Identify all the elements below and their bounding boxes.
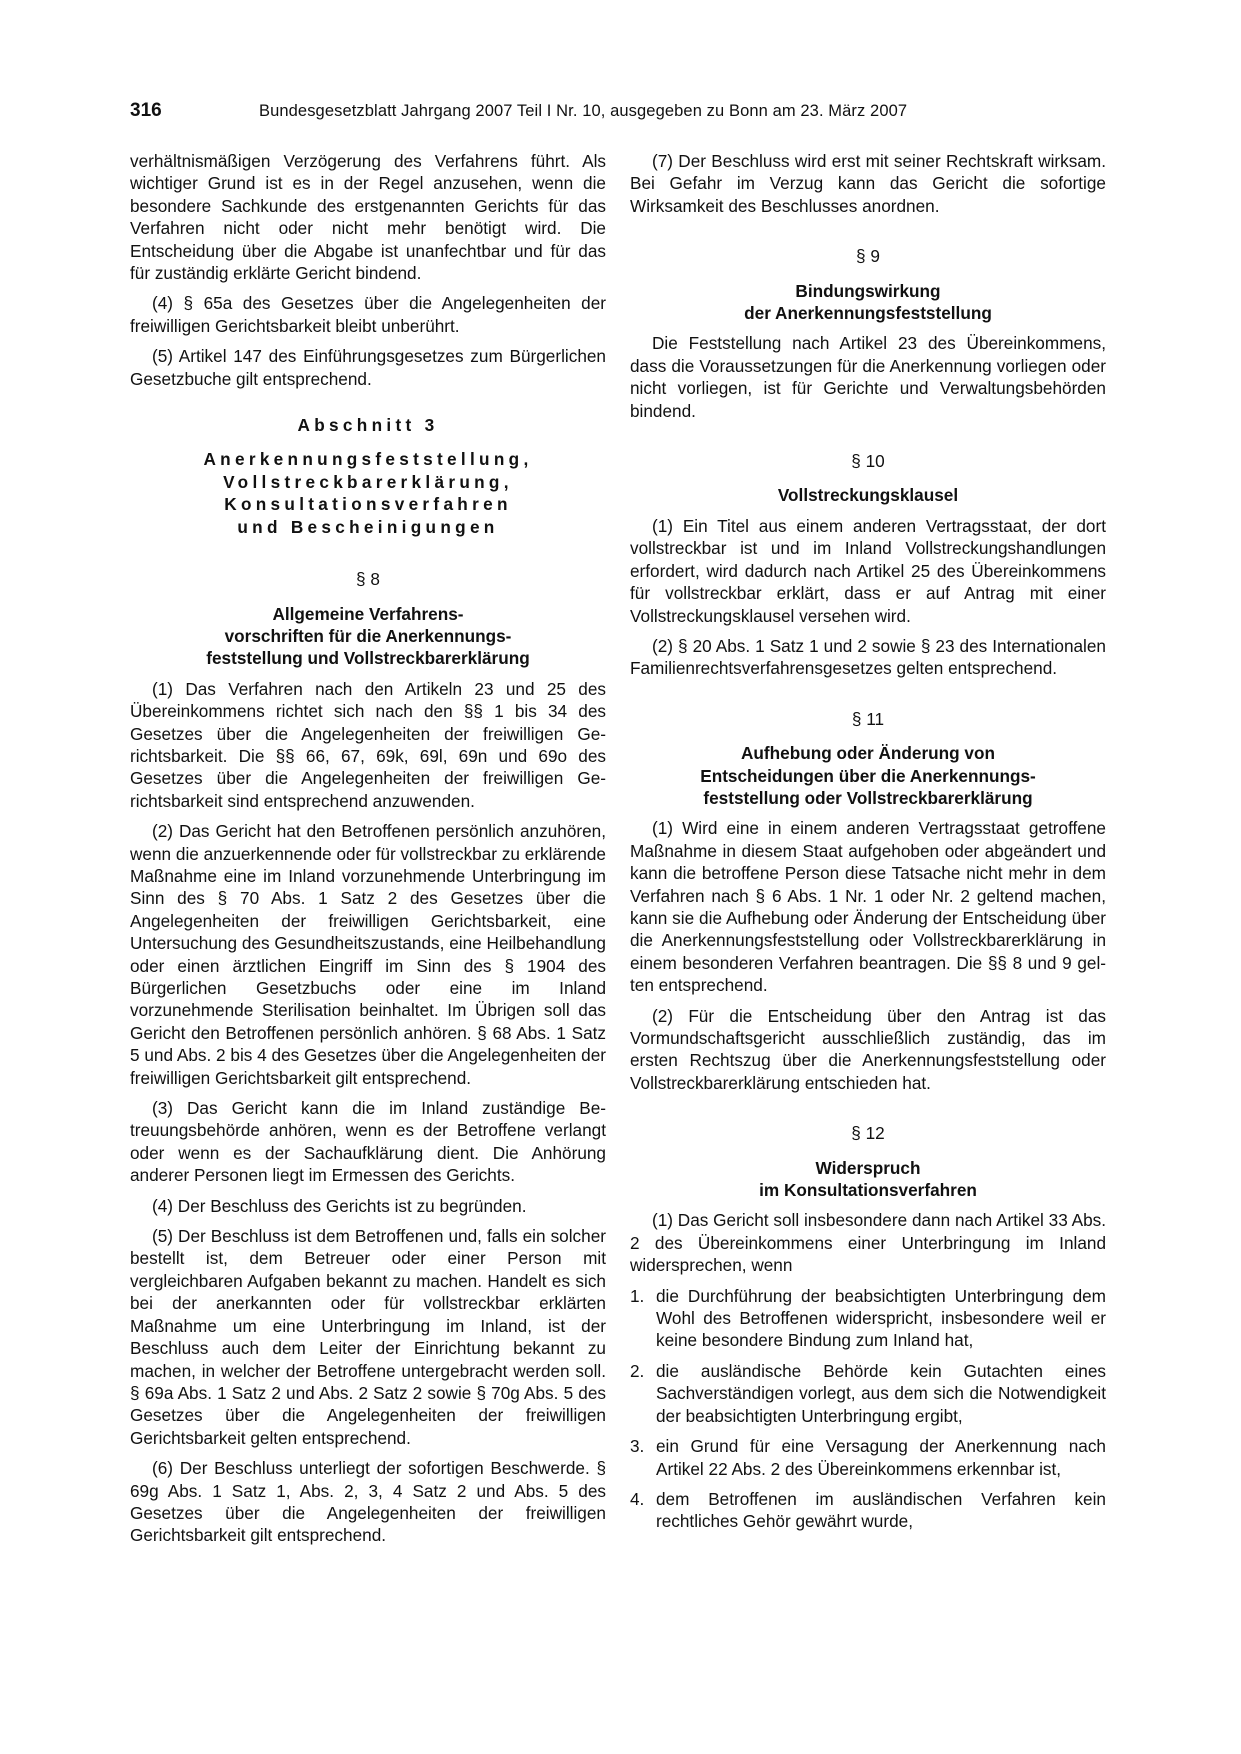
list-number: 1.: [630, 1285, 645, 1306]
title-line: feststellung oder Vollstreckbarerklärung: [703, 787, 1033, 808]
paragraph-11-2: (2) Für die Entscheidung über den Antrag ist das Vormundschaftsgericht ausschließlich zuständig, das im ersten Rechtszug über die Anerkennungsfeststellung oder Vollstreckbarerklärung entschieden hat.: [630, 1005, 1106, 1093]
title-line: Widerspruch: [815, 1157, 921, 1178]
list-text: die ausländische Behörde kein Gutachten eines Sachverständigen vorlegt, aus dem sich die Notwendigkeit der beabsichtigten Unterbringung ergibt,: [656, 1360, 1106, 1426]
title-line: feststellung und Vollstreckbarerklärung: [206, 648, 530, 669]
paragraph-number-9: § 9: [856, 246, 880, 267]
paragraph-11-1: (1) Wird eine in einem anderen Vertragsstaat getroffene Maßnahme in diesem Staat aufgehoben oder abgeändert und kann die betroffene Person diese Tatsache nicht mehr in dem Verfahren nach § 6 Abs. 1 Nr. 1 oder Nr. 2 geltend machen, kann sie die Aufhebung oder Änderung der Entscheidung über die Anerkennungsfeststellung oder Vollstreckbarerklärung in einem besonderen Verfahren beantragen. Die §§ 8 und 9 gelten entsprechend.: [630, 818, 1106, 996]
list-item: [630, 1488, 1106, 1533]
list-text: die Durchführung der beabsichtigten Unterbringung dem Wohl des Betroffenen widerspricht, insbesondere weil er keine besondere Bindung zum Inland hat,: [656, 1285, 1106, 1351]
paragraph-title-12: [630, 1157, 1106, 1202]
left-column: [130, 150, 606, 1555]
paragraph-title-11: [630, 742, 1106, 809]
title-line: der Anerkennungsfeststellung: [744, 303, 992, 324]
paragraph-number-12: § 12: [851, 1123, 885, 1144]
title-line: Bindungswirkung: [795, 280, 941, 301]
list-number: 3.: [630, 1436, 645, 1457]
title-line: Aufhebung oder Änderung von: [741, 743, 995, 764]
paragraph-10-2: (2) § 20 Abs. 1 Satz 1 und 2 sowie § 23 des Internationalen Familienrechtsverfahrensgesetzes gelten entsprechend.: [630, 635, 1106, 679]
paragraph-7-4: (4) § 65a des Gesetzes über die Angelegenheiten der freiwilligen Gerichtsbarkeit bleibt unberührt.: [130, 293, 606, 336]
title-line: Vollstreckungsklausel: [777, 485, 959, 506]
paragraph-8-7: (7) Der Beschluss wird erst mit seiner Rechtskraft wirksam. Bei Gefahr im Verzug kann das Gericht die sofortige Wirksamkeit des Beschlusses anordnen.: [630, 151, 1106, 216]
section-heading: Abschnitt 3: [297, 415, 439, 436]
paragraph-8-5: (5) Der Beschluss ist dem Betroffenen und, falls ein solcher bestellt ist, dem Betreuer oder einer Person mit vergleichbaren Aufgaben bekannt zu machen. Handelt es sich bei der anerkannten oder für vollstreckbar erklärten Maßnahme um eine Unterbringung im Inland, ist der Beschluss auch dem Leiter der Einrichtung bekannt zu machen, in welcher der Betroffene untergebracht werden soll. § 69a Abs. 1 Satz 2 und Abs. 2 Satz 2 sowie § 70g Abs. 5 des Gesetzes über die Angelegenheiten der freiwilligen Gerichtsbarkeit gelten entsprechend.: [130, 1226, 606, 1448]
section-title-line: und Bescheinigungen: [237, 516, 499, 537]
paragraph-number-11: § 11: [851, 708, 885, 729]
list-number: 4.: [630, 1488, 645, 1509]
paragraph-number-10: § 10: [851, 451, 885, 472]
right-column: [630, 150, 1106, 1541]
section-title-line: Anerkennungsfeststellung,: [203, 449, 533, 470]
paragraph-7-5: (5) Artikel 147 des Einführungsgesetzes zum Bürgerlichen Gesetzbuche gilt entsprechend.: [130, 346, 606, 389]
page-header: [130, 100, 1110, 124]
list-item: [630, 1435, 1106, 1480]
list-item: [630, 1285, 1106, 1352]
paragraph-9-1: Die Feststellung nach Artikel 23 des Übereinkommens, dass die Voraussetzungen für die Anerkennung vorliegen oder nicht vorliegen, ist für Gerichte und Verwaltungsbehörden bindend.: [630, 333, 1106, 421]
list-item: [630, 1360, 1106, 1427]
list-text: ein Grund für eine Versagung der Anerkennung nach Artikel 22 Abs. 2 des Übereinkommens erkennbar ist,: [656, 1436, 1106, 1479]
paragraph-8-6: (6) Der Beschluss unterliegt der sofortigen Beschwerde. § 69g Abs. 1 Satz 1, Abs. 2, 3, 4 Satz 2 und Abs. 5 des Gesetzes über die Angelegenheiten der freiwilligen Gerichtsbarkeit gilt entsprechend.: [130, 1458, 606, 1546]
condition-list: [630, 1285, 1106, 1533]
paragraph-title-10: [630, 484, 1106, 506]
title-line: Entscheidungen über die Anerkennungs-: [700, 765, 1036, 786]
paragraph-8-1: (1) Das Verfahren nach den Artikeln 23 und 25 des Übereinkommens richtet sich nach den §§ 1 bis 34 des Gesetzes über die Angelegenheiten der freiwilligen Gerichtsbarkeit. Die §§ 66, 67, 69k, 69l, 69n und 69o des Gesetzes über die Angelegenheiten der freiwilligen Gerichtsbarkeit sind entsprechend anzuwenden.: [130, 678, 606, 811]
paragraph-8-4: (4) Der Beschluss des Gerichts ist zu begründen.: [152, 1195, 527, 1216]
title-line: Allgemeine Verfahrens-: [272, 603, 464, 624]
section-title-line: Vollstreckbarerklärung,: [223, 471, 513, 492]
title-line: im Konsultationsverfahren: [759, 1180, 977, 1201]
list-text: dem Betroffenen im ausländischen Verfahren kein rechtliches Gehör gewährt wurde,: [656, 1488, 1106, 1532]
paragraph-12-1: (1) Das Gericht soll insbesondere dann nach Artikel 33 Abs. 2 des Übereinkommens einer Unterbringung im Inland widersprechen, wenn: [630, 1210, 1106, 1276]
paragraph-8-2: (2) Das Gericht hat den Betroffenen persönlich anzuhören, wenn die anzuerkennende oder für vollstreckbar zu erklärende Maßnahme eine im Inland vorzunehmende Unterbringung im Sinn des § 70 Abs. 1 Satz 2 des Gesetzes über die Angelegenheiten der freiwilligen Gerichtsbarkeit, eine Untersuchung des Gesundheitszustands, eine Heilbehandlung oder einen ärztlichen Eingriff im Sinn des § 1904 des Bürgerlichen Gesetzbuchs oder eine im Inland vorzunehmende Sterilisation beinhaltet. Im Übrigen soll das Gericht den Betroffenen persönlich anhören. § 68 Abs. 1 Satz 5 und Abs. 2 bis 4 des Gesetzes über die Angelegenheiten der freiwilligen Gerichtsbarkeit gilt entsprechend.: [130, 821, 606, 1088]
list-number: 2.: [630, 1360, 645, 1381]
paragraph-10-1: (1) Ein Titel aus einem anderen Vertragsstaat, der dort vollstreckbar ist und im Inland Vollstreckungshandlungen erfordert, wird dadurch nach Artikel 25 des Übereinkommens für vollstreckbar erklärt, dass er auf Antrag mit einer Vollstreckungsklausel versehen wird.: [630, 515, 1106, 626]
section-title: [130, 448, 606, 538]
paragraph-title-8: [130, 603, 606, 670]
page-number: 316: [130, 100, 162, 121]
paragraph-8-3: (3) Das Gericht kann die im Inland zuständige Betreuungsbehörde anhören, wenn es der Betroffene verlangt oder wenn es der Sachaufklärung dient. Die Anhörung anderer Personen liegt im Ermessen des Gerichts.: [130, 1098, 606, 1186]
title-line: vorschriften für die Anerkennungs-: [224, 625, 512, 646]
paragraph-title-9: [630, 280, 1106, 325]
continued-paragraph: verhältnismäßigen Verzögerung des Verfahrens führt. Als wichtiger Grund ist es in der Regel anzusehen, wenn die besondere Sachkunde des erstgenannten Gerichts für das Verfahren nicht oder nicht mehr benötigt wird. Die Entscheidung über die Abgabe ist unanfechtbar und für das für zuständig erklärte Gericht bindend.: [130, 151, 606, 284]
section-title-line: Konsultationsverfahren: [224, 494, 512, 515]
gazette-title: Bundesgesetzblatt Jahrgang 2007 Teil I Nr. 10, ausgegeben zu Bonn am 23. März 2007: [259, 102, 908, 120]
paragraph-number-8: § 8: [356, 569, 380, 590]
